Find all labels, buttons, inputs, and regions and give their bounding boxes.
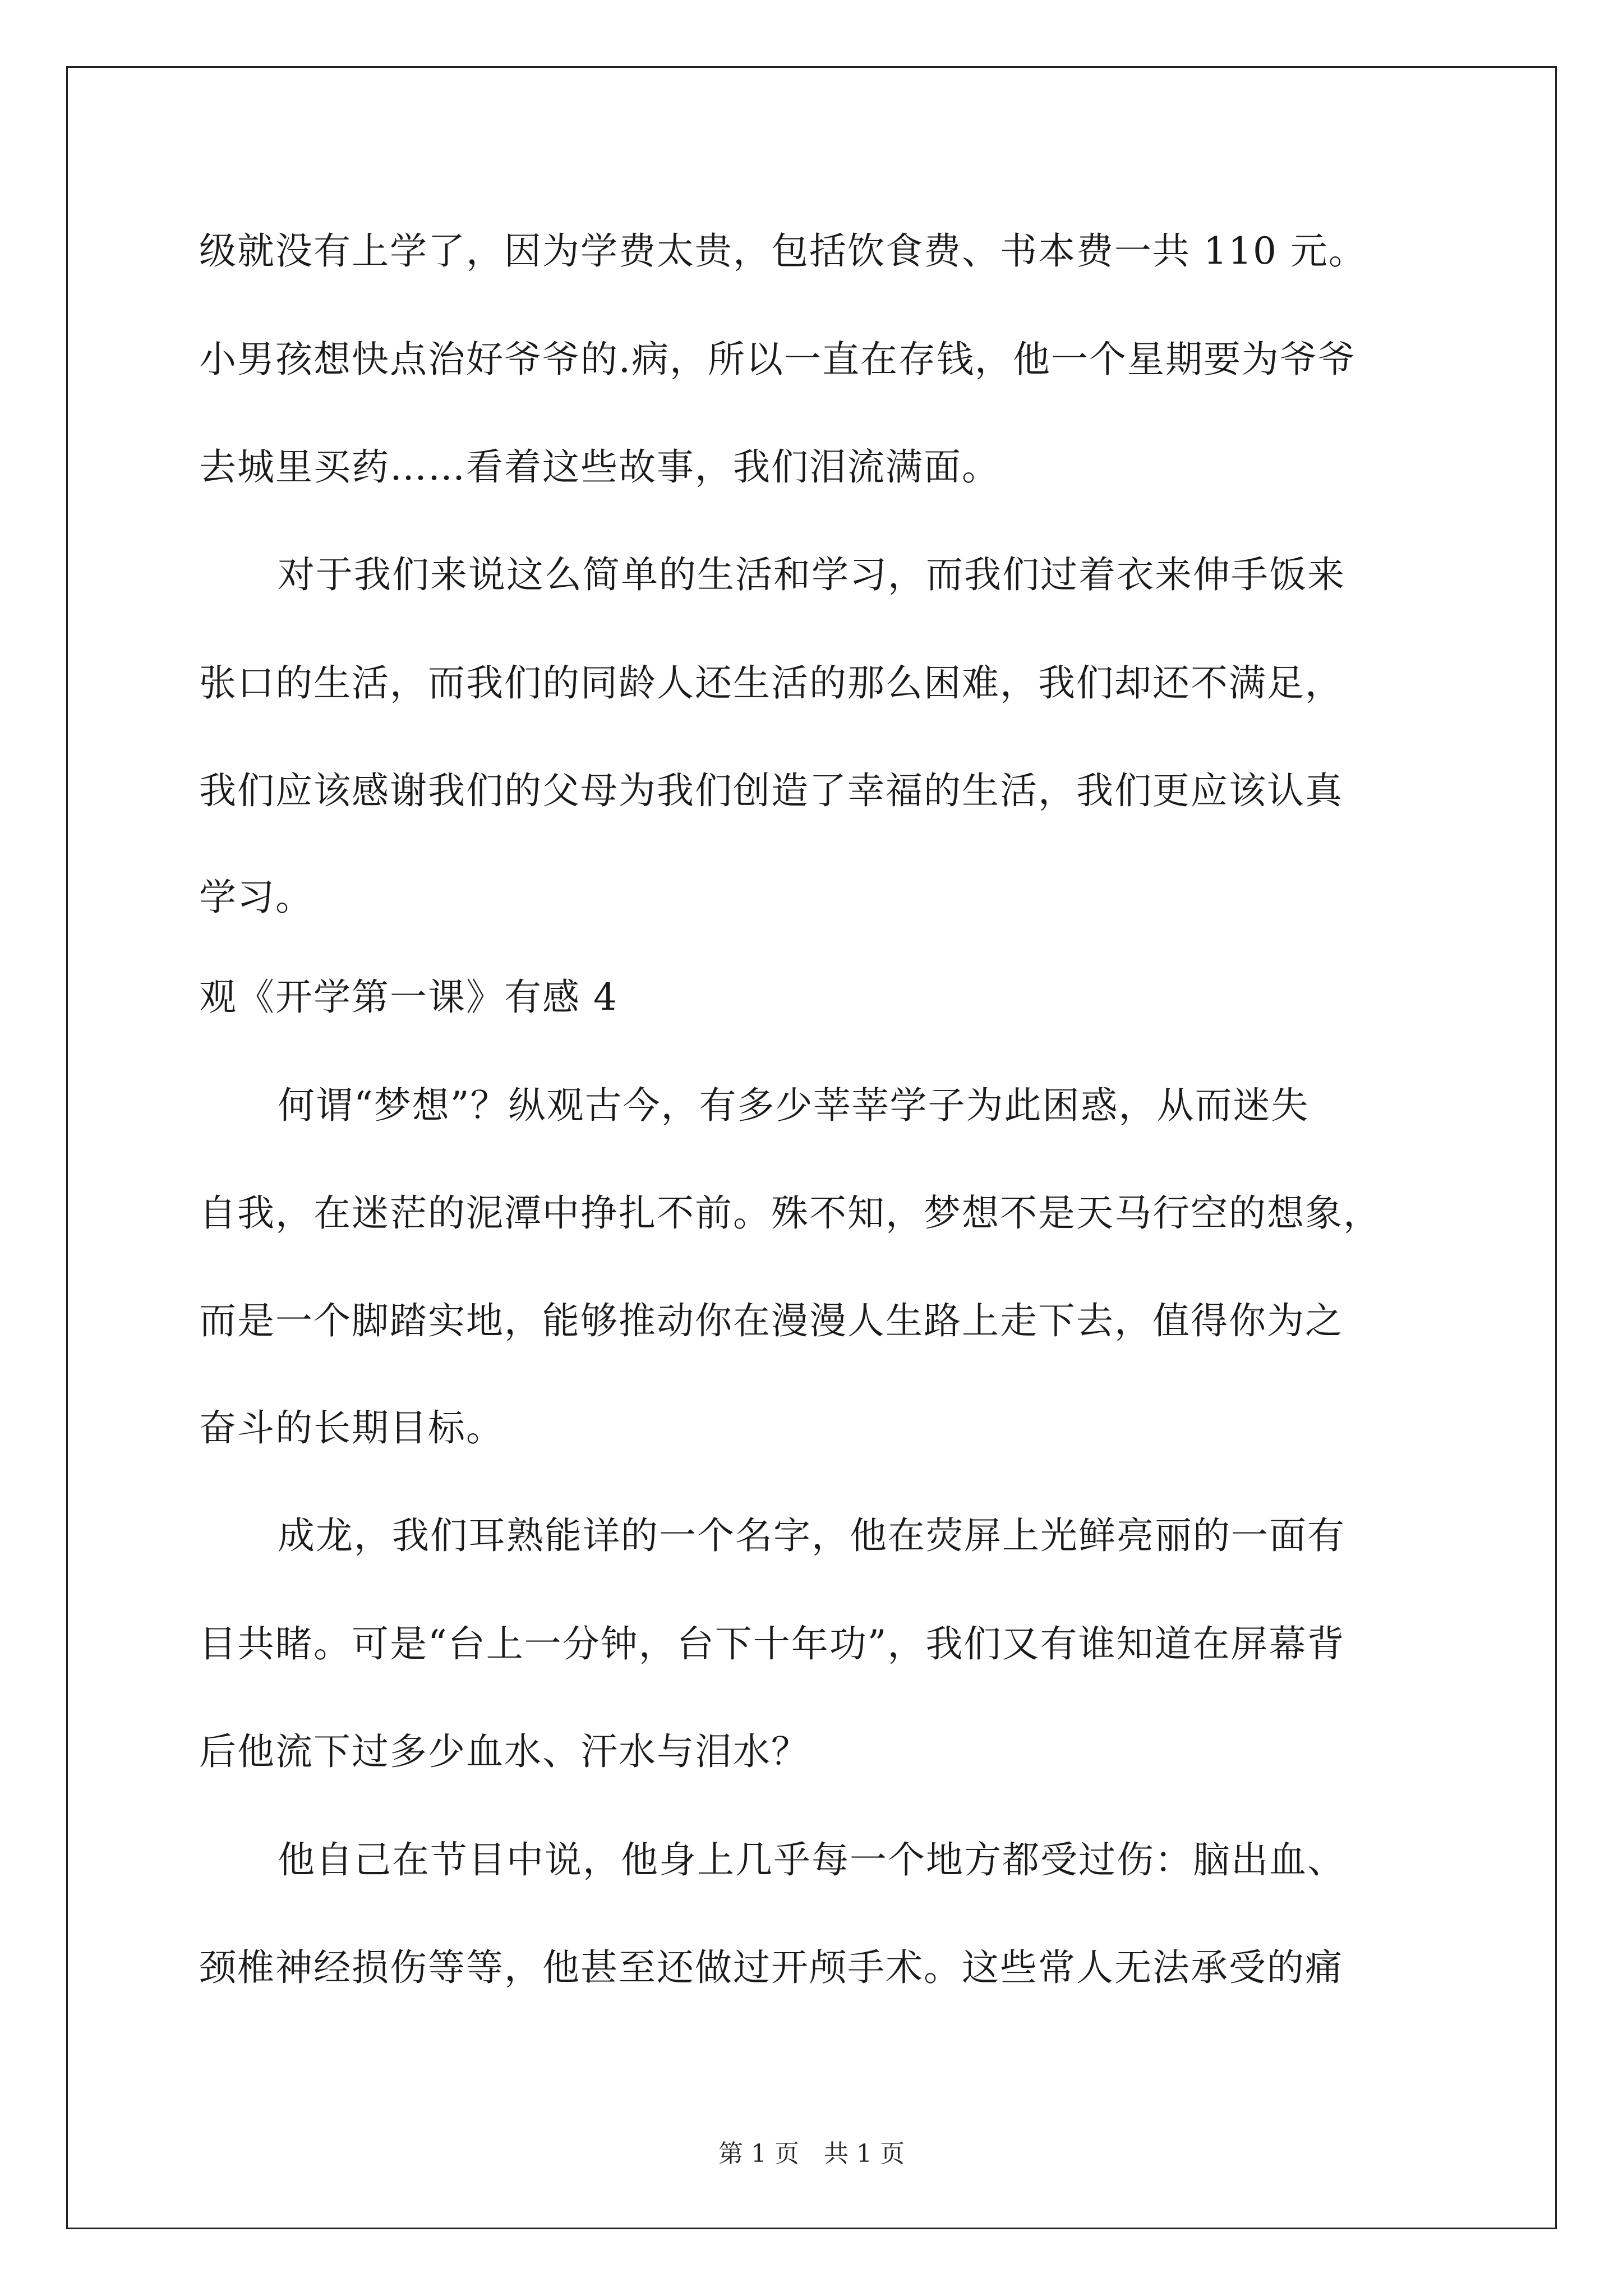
text-line: 颈椎神经损伤等等，他甚至还做过开颅手术。这些常人无法承受的痛 [199,1946,1343,1989]
text-line: 对于我们来说这么简单的生活和学习，而我们过着衣来伸手饭来 [278,553,1345,596]
text-line: 成龙，我们耳熟能详的一个名字，他在荧屏上光鲜亮丽的一面有 [278,1514,1345,1557]
text-line: 张口的生活，而我们的同龄人还生活的那么困难，我们却还不满足， [199,661,1343,705]
text-line: 我们应该感谢我们的父母为我们创造了幸福的生活，我们更应该认真 [199,769,1343,812]
text-line: 奋斗的长期目标。 [199,1406,504,1450]
text-line: 何谓“梦想”？纵观古今，有多少莘莘学子为此困惑，从而迷失 [278,1084,1310,1127]
text-line: 他自己在节目中说，他身上几乎每一个地方都受过伤：脑出血、 [278,1838,1345,1881]
text-line: 学习。 [199,876,313,919]
page-border [66,66,1557,2229]
text-line: 目共睹。可是“台上一分钟，台下十年功”，我们又有谁知道在屏幕背 [199,1622,1345,1665]
text-line: 级就没有上学了，因为学费太贵，包括饮食费、书本费一共 110 元。 [199,229,1367,273]
text-line: 后他流下过多少血水、汗水与泪水？ [199,1730,809,1773]
page-footer: 第 1 页 共 1 页 [718,2139,905,2168]
text-line: 而是一个脚踏实地，能够推动你在漫漫人生路上走下去，值得你为之 [199,1299,1343,1342]
text-line: 小男孩想快点治好爷爷的.病，所以一直在存钱，他一个星期要为爷爷 [199,338,1356,381]
text-line: 去城里买药……看着这些故事，我们泪流满面。 [199,445,1000,489]
section-heading: 观《开学第一课》有感 4 [199,976,618,1019]
text-line: 自我，在迷茫的泥潭中挣扎不前。殊不知，梦想不是天马行空的想象， [199,1191,1381,1235]
